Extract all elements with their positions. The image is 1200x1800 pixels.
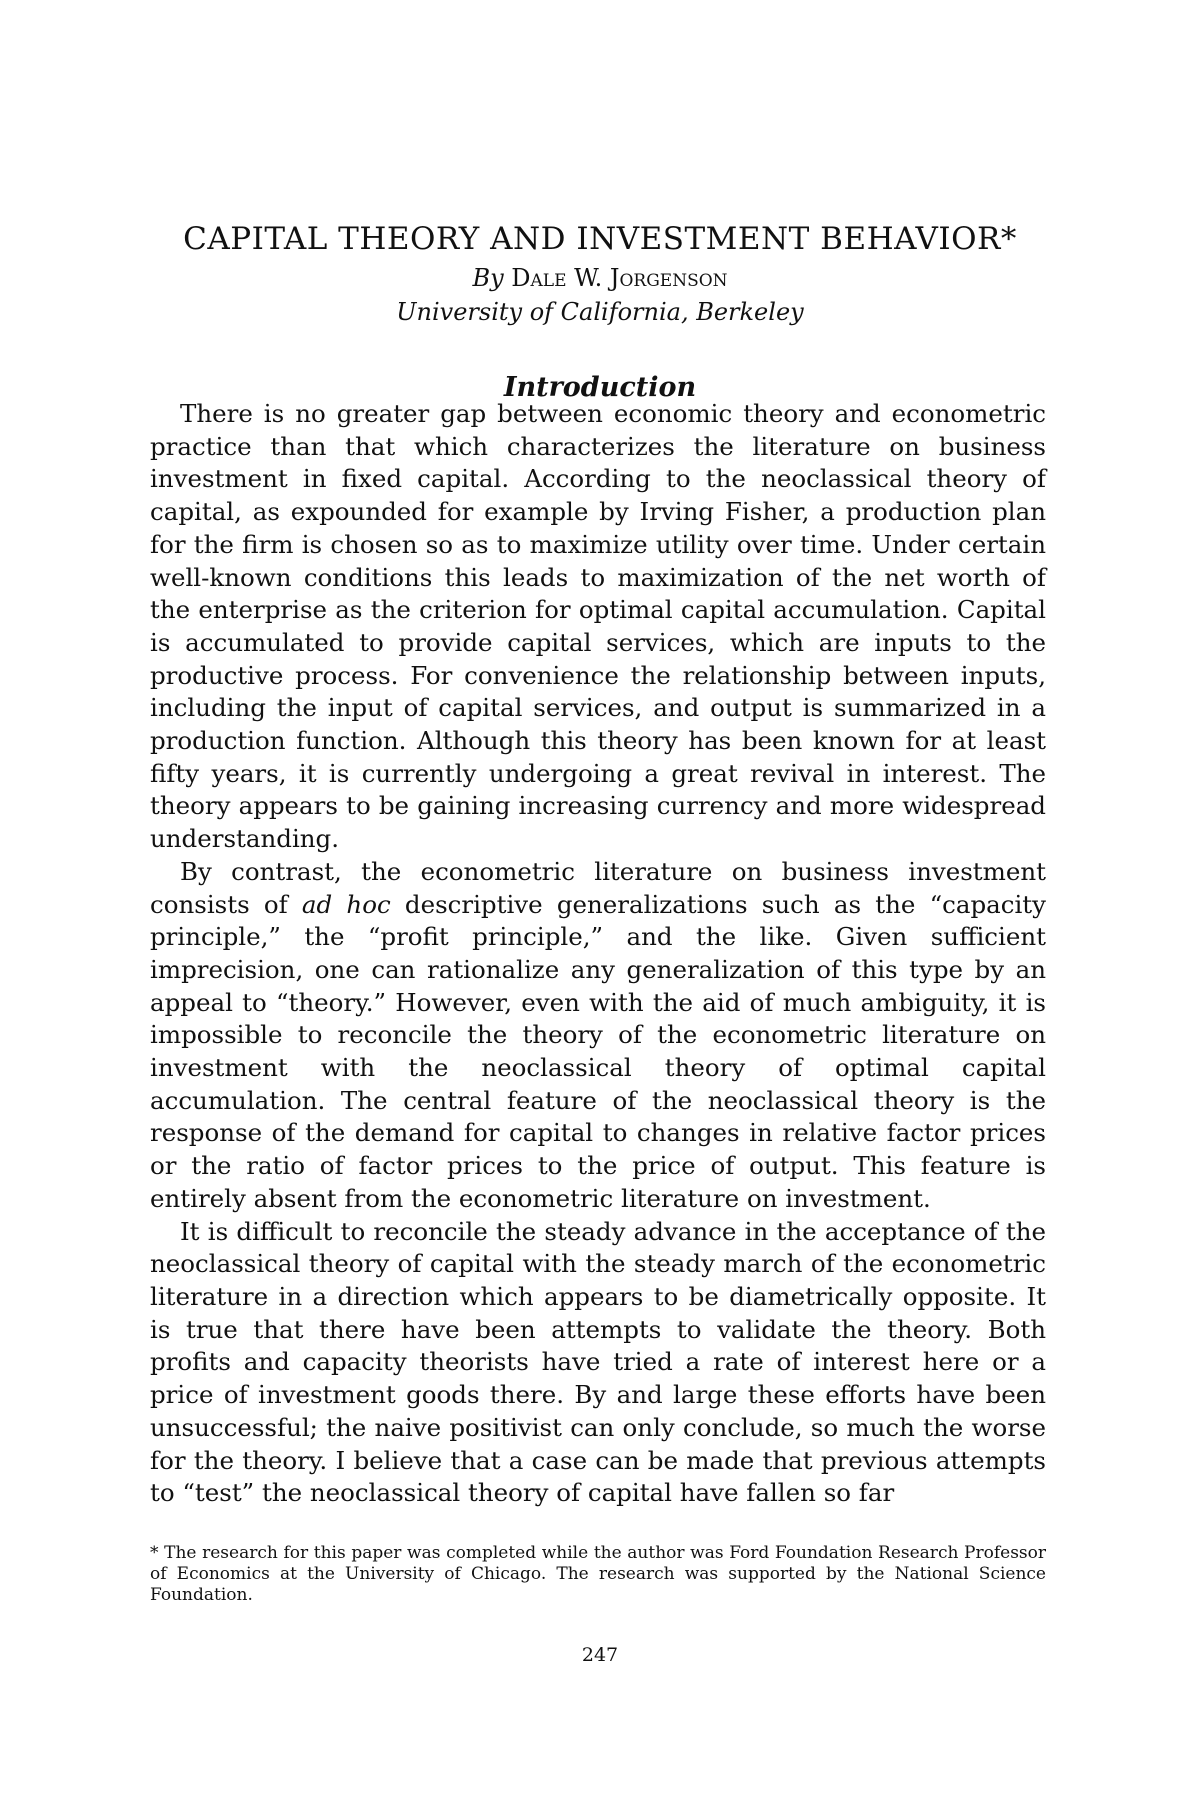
article-body xyxy=(150,398,1046,1510)
author-affiliation: University of California, Berkeley xyxy=(396,298,804,326)
page-number: 247 xyxy=(581,1644,619,1666)
footnote xyxy=(150,1543,1046,1606)
footnote-mark: * xyxy=(150,1543,159,1563)
paragraph-2-start: By contrast, the econometric literature on business investment consists of xyxy=(150,856,1046,919)
paragraph-1: There is no greater gap between economic theory and econometric practice than that which characterizes the literature on business investment in fixed capital. According to the neoclassical theory of capital, as expounded for example by Irving Fisher, a production plan for the firm is chosen so as to maximize utility over time. Under certain well-known conditions this leads to maximization of the net worth of the enterprise as the criterion for optimal capital accumulation. Capital is accumulated to provide capital services, which are inputs to the productive process. For convenience the relationship between inputs, including the input of capital services, and output is summarized in a production function. Although this theory has been known for at least fifty years, it is currently undergoing a great revival in interest. The theory appears to be gaining increasing currency and more widespread understanding. xyxy=(150,399,1046,854)
byline xyxy=(0,264,1200,292)
paragraph-2-end: descriptive generalizations such as the “capacity principle,” the “profit principle,” and the like. Given sufficient imprecision, one can rationalize any generalization of this type by an appeal to “theory.” However, even with the aid of much ambiguity, it is impossible to reconcile the theory of the econometric literature on investment with the neoclassical theory of optimal capital accumulation. The central feature of the neoclassical theory is the response of the demand for capital to changes in relative factor prices or the ratio of factor prices to the price of output. This feature is entirely absent from the econometric literature on investment. xyxy=(150,889,1046,1213)
article-title: CAPITAL THEORY AND INVESTMENT BEHAVIOR* xyxy=(183,220,1017,257)
section-heading: Introduction xyxy=(503,372,697,404)
paragraph-2 xyxy=(150,856,1046,1216)
author-name: Dale W. Jorgenson xyxy=(511,264,728,292)
byline-by: By xyxy=(472,264,504,292)
paragraph-2-italic: ad hoc xyxy=(301,889,391,919)
paragraph-3: It is difficult to reconcile the steady advance in the acceptance of the neoclassical theory of capital with the steady march of the econometric literature in a direction which appears to be diametrically opposite. It is true that there have been attempts to validate the theory. Both profits and capacity theorists have tried a rate of interest here or a price of investment goods there. By and large these efforts have been unsuccessful; the naive positivist can only conclude, so much the worse for the theory. I believe that a case can be made that previous attempts to “test” the neoclassical theory of capital have fallen so far xyxy=(150,1216,1046,1508)
footnote-text: The research for this paper was completed while the author was Ford Foundation Research Professor of Economics at the University of Chicago. The research was supported by the National Science Foundation. xyxy=(150,1543,1047,1605)
